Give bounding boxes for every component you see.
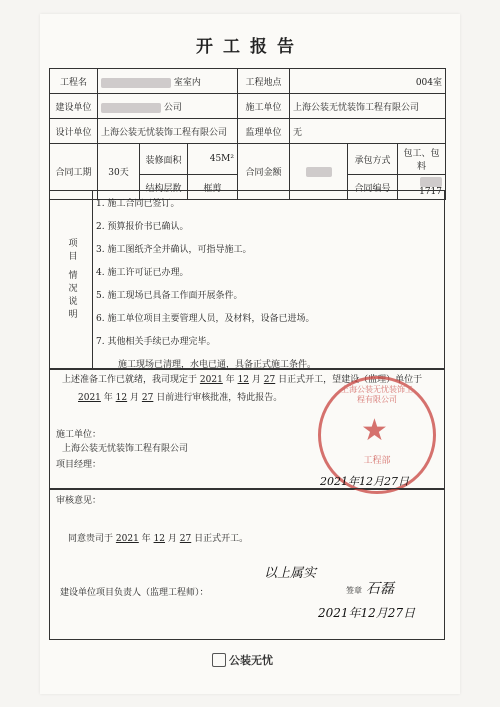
company-seal: 上海公装无忧装饰工程有限公司 ★ 工程部 [318, 376, 436, 494]
statement-line-2: 2021 年 12 月 27 日前进行审核批准，特此报告。 [78, 393, 283, 403]
list-item: 7. 其他相关手续已办理完毕。 [96, 337, 216, 347]
page-title: 开工报告 [196, 37, 304, 57]
project-site-value: 004室 [290, 69, 446, 94]
table-row [50, 94, 446, 119]
list-item: 2. 预算报价书已确认。 [96, 222, 189, 232]
watermark: 公装无忧 [212, 652, 302, 668]
list-item: 1. 施工合同已签订。 [96, 199, 180, 209]
table-row [50, 119, 446, 144]
table-row [50, 69, 446, 94]
construct-value: 上海公装无忧装饰工程有限公司 [62, 444, 189, 454]
list-item: 3. 施工图纸齐全并确认，可指导施工。 [96, 245, 252, 255]
list-item: 6. 施工单位项目主要管理人员，及材料，设备已进场。 [96, 314, 315, 324]
label-design: 设计单位 [50, 119, 98, 144]
table-row [50, 144, 446, 175]
review-label: 审核意见： [56, 496, 102, 506]
label-construct: 施工单位 [238, 94, 290, 119]
design-value: 上海公装无忧装饰工程有限公司 [98, 119, 238, 144]
list-item: 施工现场已清理，水电已通，具备正式施工条件。 [118, 360, 317, 370]
construct-date-handwritten: 2021年12月27日 [320, 475, 409, 488]
signer-label: 建设单位项目负责人（监理工程师）： [60, 588, 209, 598]
star-icon: ★ [361, 413, 388, 448]
label-contract-no: 合同编号 [348, 175, 398, 200]
label-project-site: 工程地点 [238, 69, 290, 94]
contract-no-value: 1717 [398, 175, 446, 200]
label-builder: 建设单位 [50, 94, 98, 119]
label-contract-type: 承包方式 [348, 144, 398, 175]
structure-value: 框剪 [188, 175, 238, 200]
label-period: 合同工期 [50, 144, 98, 200]
condition-list [96, 193, 316, 377]
label-structure: 结构层数 [140, 175, 188, 200]
statement-line-1: 上述准备工作已就绪，我司现定于 2021 年 12 月 27 日正式开工，望建设（监理）单位于 [62, 375, 423, 385]
signature-handwritten: 石磊 [366, 581, 394, 597]
contract-type-value: 包工、包料 [398, 144, 446, 175]
list-item: 4. 施工许可证已办理。 [96, 268, 189, 278]
list-item: 5. 施工现场已具备工作面开展条件。 [96, 291, 243, 301]
area-value: 45M² [188, 144, 238, 175]
column-divider [92, 190, 93, 368]
project-name-value: 室室内 [98, 69, 238, 94]
info-table [49, 68, 446, 200]
review-date-handwritten: 2021年12月27日 [318, 606, 416, 620]
label-area: 装修面积 [140, 144, 188, 175]
sign-label: 签章 [346, 586, 362, 595]
review-note-handwritten: 以上属实 [264, 566, 317, 581]
side-label: 项 目 情 况 说 明 [68, 239, 78, 320]
logo-icon [212, 653, 226, 667]
period-value: 30天 [98, 144, 140, 200]
construct-label: 施工单位： [56, 430, 102, 440]
manager-label: 项目经理： [56, 460, 102, 470]
label-supervise: 监理单位 [238, 119, 290, 144]
supervise-value: 无 [290, 119, 446, 144]
label-amount: 合同金额 [238, 144, 290, 200]
review-line: 同意贵司于 2021 年 12 月 27 日正式开工。 [68, 534, 249, 544]
label-project-name: 工程名 [50, 69, 98, 94]
construct-value: 上海公装无忧装饰工程有限公司 [290, 94, 446, 119]
builder-value: 公司 [98, 94, 238, 119]
